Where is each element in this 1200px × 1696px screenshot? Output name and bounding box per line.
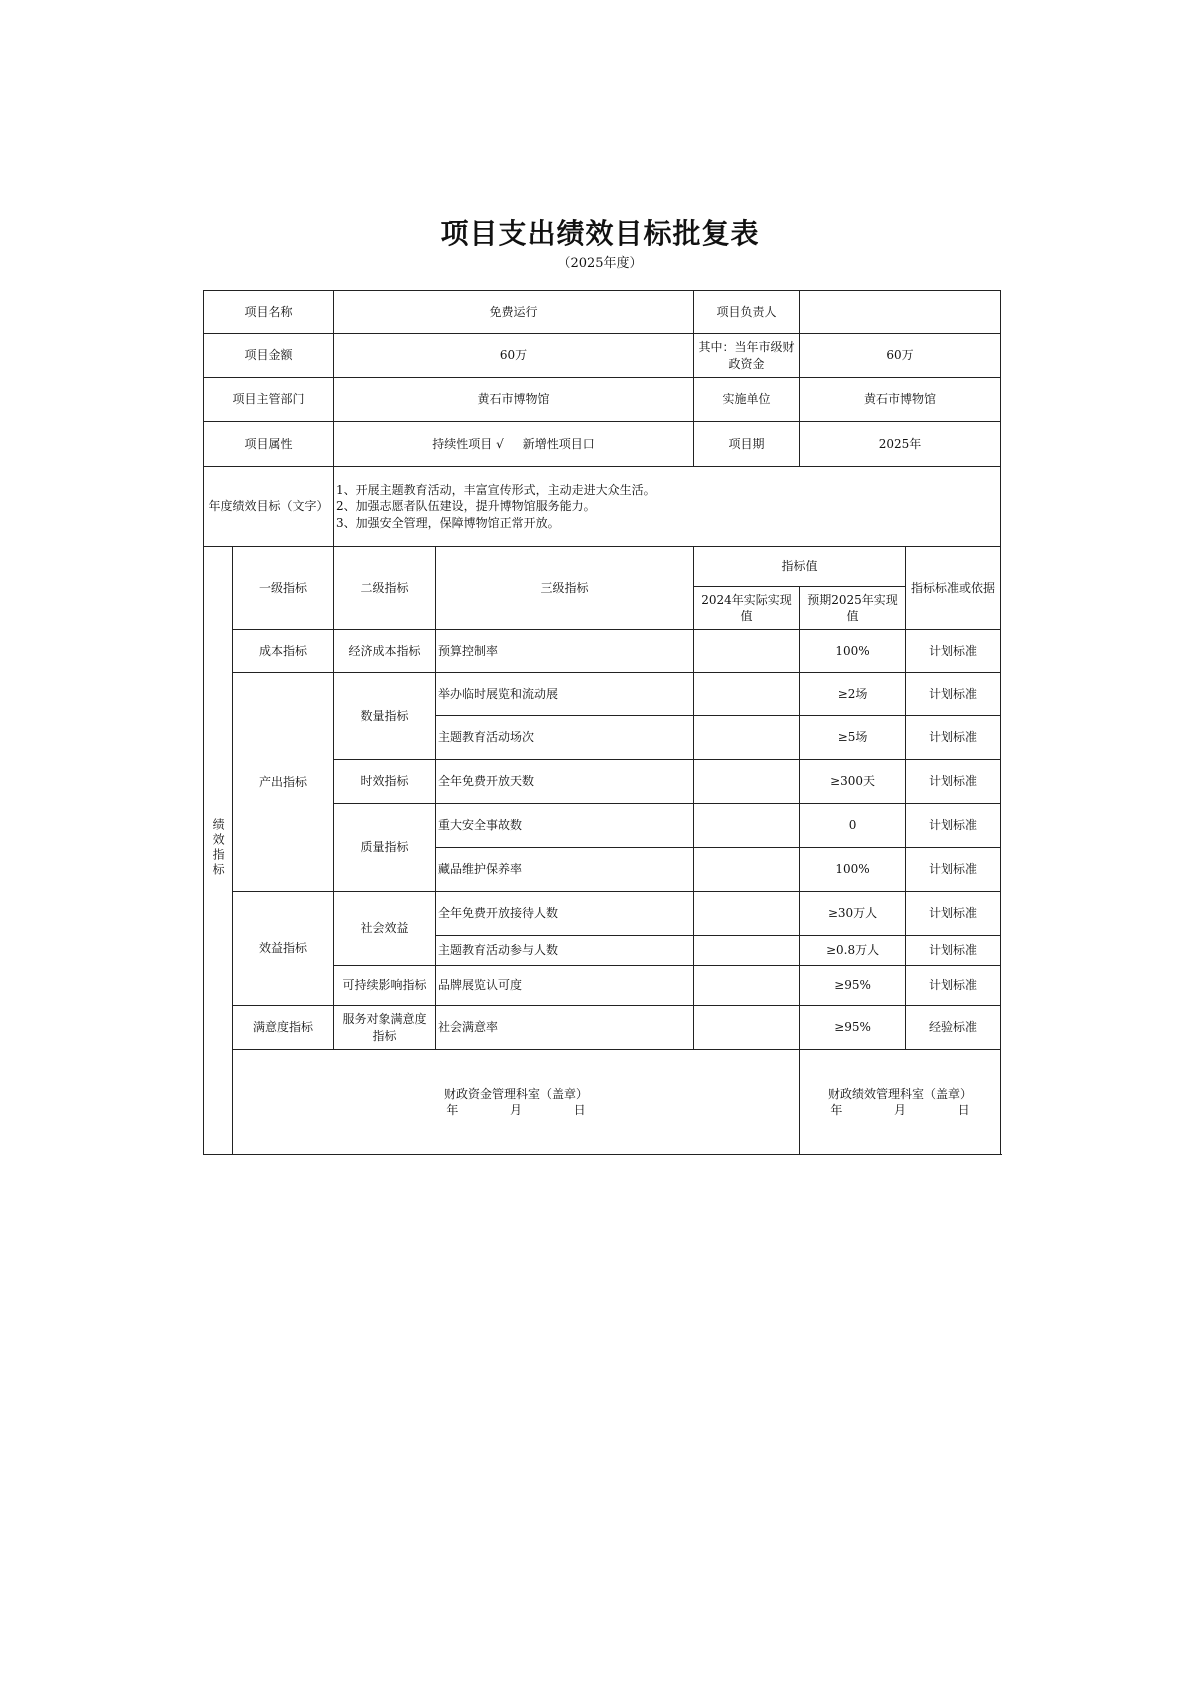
indicator-basis: 计划标准 xyxy=(906,804,1001,848)
goals-text xyxy=(334,467,1001,547)
leader-value xyxy=(800,291,1001,334)
impl-value: 黄石市博物馆 xyxy=(800,378,1001,422)
indicator-expected: ≥95% xyxy=(800,966,906,1006)
indicator-basis: 计划标准 xyxy=(906,966,1001,1006)
period-label: 项目期 xyxy=(694,422,800,467)
indicator-actual xyxy=(694,1006,800,1050)
group-cost: 成本指标 xyxy=(233,630,334,673)
attr-value: 持续性项目 √ 新增性项目口 xyxy=(334,422,694,467)
name-value: 免费运行 xyxy=(334,291,694,334)
indicator-actual xyxy=(694,804,800,848)
table-row xyxy=(204,892,1001,936)
group-benefit: 效益指标 xyxy=(233,892,334,1006)
amount-value: 60万 xyxy=(334,334,694,378)
table-row xyxy=(204,630,1001,673)
indicator-name: 全年免费开放天数 xyxy=(436,760,694,804)
indicator-header-row-1 xyxy=(204,547,1001,587)
subgroup-social: 社会效益 xyxy=(334,892,436,966)
indicator-name: 举办临时展览和流动展 xyxy=(436,673,694,716)
indicator-name: 品牌展览认可度 xyxy=(436,966,694,1006)
indicator-basis: 计划标准 xyxy=(906,848,1001,892)
subgroup-sustainable: 可持续影响指标 xyxy=(334,966,436,1006)
subgroup-economic-cost: 经济成本指标 xyxy=(334,630,436,673)
subgroup-quality: 质量指标 xyxy=(334,804,436,892)
indicator-basis: 经验标准 xyxy=(906,1006,1001,1050)
indicator-actual xyxy=(694,716,800,760)
row-attribute xyxy=(204,422,1001,467)
header-level1: 一级指标 xyxy=(233,547,334,630)
table-row xyxy=(204,673,1001,716)
row-department xyxy=(204,378,1001,422)
indicator-expected: ≥300天 xyxy=(800,760,906,804)
page-title: 项目支出绩效目标批复表 xyxy=(440,217,760,250)
goals-label: 年度绩效目标（文字） xyxy=(204,467,334,547)
indicator-basis: 计划标准 xyxy=(906,630,1001,673)
indicator-actual xyxy=(694,966,800,1006)
table-row xyxy=(204,1006,1001,1050)
left-office: 财政资金管理科室（盖章） xyxy=(444,1086,589,1101)
goal-line-1: 1、开展主题教育活动，丰富宣传形式，主动走进大众生活。 xyxy=(336,483,656,498)
indicator-actual xyxy=(694,630,800,673)
indicator-name: 社会满意率 xyxy=(436,1006,694,1050)
indicator-actual xyxy=(694,936,800,966)
attr-label: 项目属性 xyxy=(204,422,334,467)
fund-label: 其中：当年市级财政资金 xyxy=(694,334,800,378)
indicator-basis: 计划标准 xyxy=(906,892,1001,936)
indicator-basis: 计划标准 xyxy=(906,760,1001,804)
row-project-name xyxy=(204,291,1001,334)
indicator-name: 全年免费开放接待人数 xyxy=(436,892,694,936)
goal-line-2: 2、加强志愿者队伍建设，提升博物馆服务能力。 xyxy=(336,499,596,514)
indicator-basis: 计划标准 xyxy=(906,936,1001,966)
indicator-name: 主题教育活动场次 xyxy=(436,716,694,760)
header-basis: 指标标准或依据 xyxy=(906,547,1001,630)
indicator-actual xyxy=(694,848,800,892)
indicator-expected: 100% xyxy=(800,630,906,673)
left-date: 年 月 日 xyxy=(446,1103,586,1117)
period-value: 2025年 xyxy=(800,422,1001,467)
right-date: 年 月 日 xyxy=(830,1103,970,1117)
group-satisfaction: 满意度指标 xyxy=(233,1006,334,1050)
signature-right xyxy=(800,1050,1001,1155)
indicator-expected: ≥2场 xyxy=(800,673,906,716)
right-office: 财政绩效管理科室（盖章） xyxy=(828,1086,973,1101)
header-level2: 二级指标 xyxy=(334,547,436,630)
indicator-expected: 0 xyxy=(800,804,906,848)
indicator-actual xyxy=(694,673,800,716)
indicator-basis: 计划标准 xyxy=(906,673,1001,716)
indicator-expected: ≥95% xyxy=(800,1006,906,1050)
impl-label: 实施单位 xyxy=(694,378,800,422)
header-value: 指标值 xyxy=(694,547,906,587)
row-project-amount xyxy=(204,334,1001,378)
subgroup-service-satisfaction: 服务对象满意度指标 xyxy=(334,1006,436,1050)
fund-value: 60万 xyxy=(800,334,1001,378)
header-expected-2025: 预期2025年实现值 xyxy=(800,587,906,630)
header-level3: 三级指标 xyxy=(436,547,694,630)
indicator-expected: 100% xyxy=(800,848,906,892)
header-actual-2024: 2024年实际实现值 xyxy=(694,587,800,630)
indicator-expected: ≥30万人 xyxy=(800,892,906,936)
signature-left xyxy=(233,1050,800,1155)
indicator-name: 藏品维护保养率 xyxy=(436,848,694,892)
indicator-name: 重大安全事故数 xyxy=(436,804,694,848)
name-label: 项目名称 xyxy=(204,291,334,334)
indicator-name: 主题教育活动参与人数 xyxy=(436,936,694,966)
leader-label: 项目负责人 xyxy=(694,291,800,334)
group-output: 产出指标 xyxy=(233,673,334,892)
indicator-expected: ≥0.8万人 xyxy=(800,936,906,966)
amount-label: 项目金额 xyxy=(204,334,334,378)
performance-table xyxy=(203,290,1001,1155)
dept-label: 项目主管部门 xyxy=(204,378,334,422)
row-goals xyxy=(204,467,1001,547)
dept-value: 黄石市博物馆 xyxy=(334,378,694,422)
subgroup-quantity: 数量指标 xyxy=(334,673,436,760)
signature-row xyxy=(204,1050,1001,1155)
page-subtitle: （2025年度） xyxy=(557,256,643,271)
subgroup-timeliness: 时效指标 xyxy=(334,760,436,804)
indicators-side-label: 绩效指标 xyxy=(204,547,233,1155)
indicator-actual xyxy=(694,760,800,804)
indicator-actual xyxy=(694,892,800,936)
indicator-name: 预算控制率 xyxy=(436,630,694,673)
indicator-basis: 计划标准 xyxy=(906,716,1001,760)
goal-line-3: 3、加强安全管理，保障博物馆正常开放。 xyxy=(336,515,560,530)
indicator-expected: ≥5场 xyxy=(800,716,906,760)
